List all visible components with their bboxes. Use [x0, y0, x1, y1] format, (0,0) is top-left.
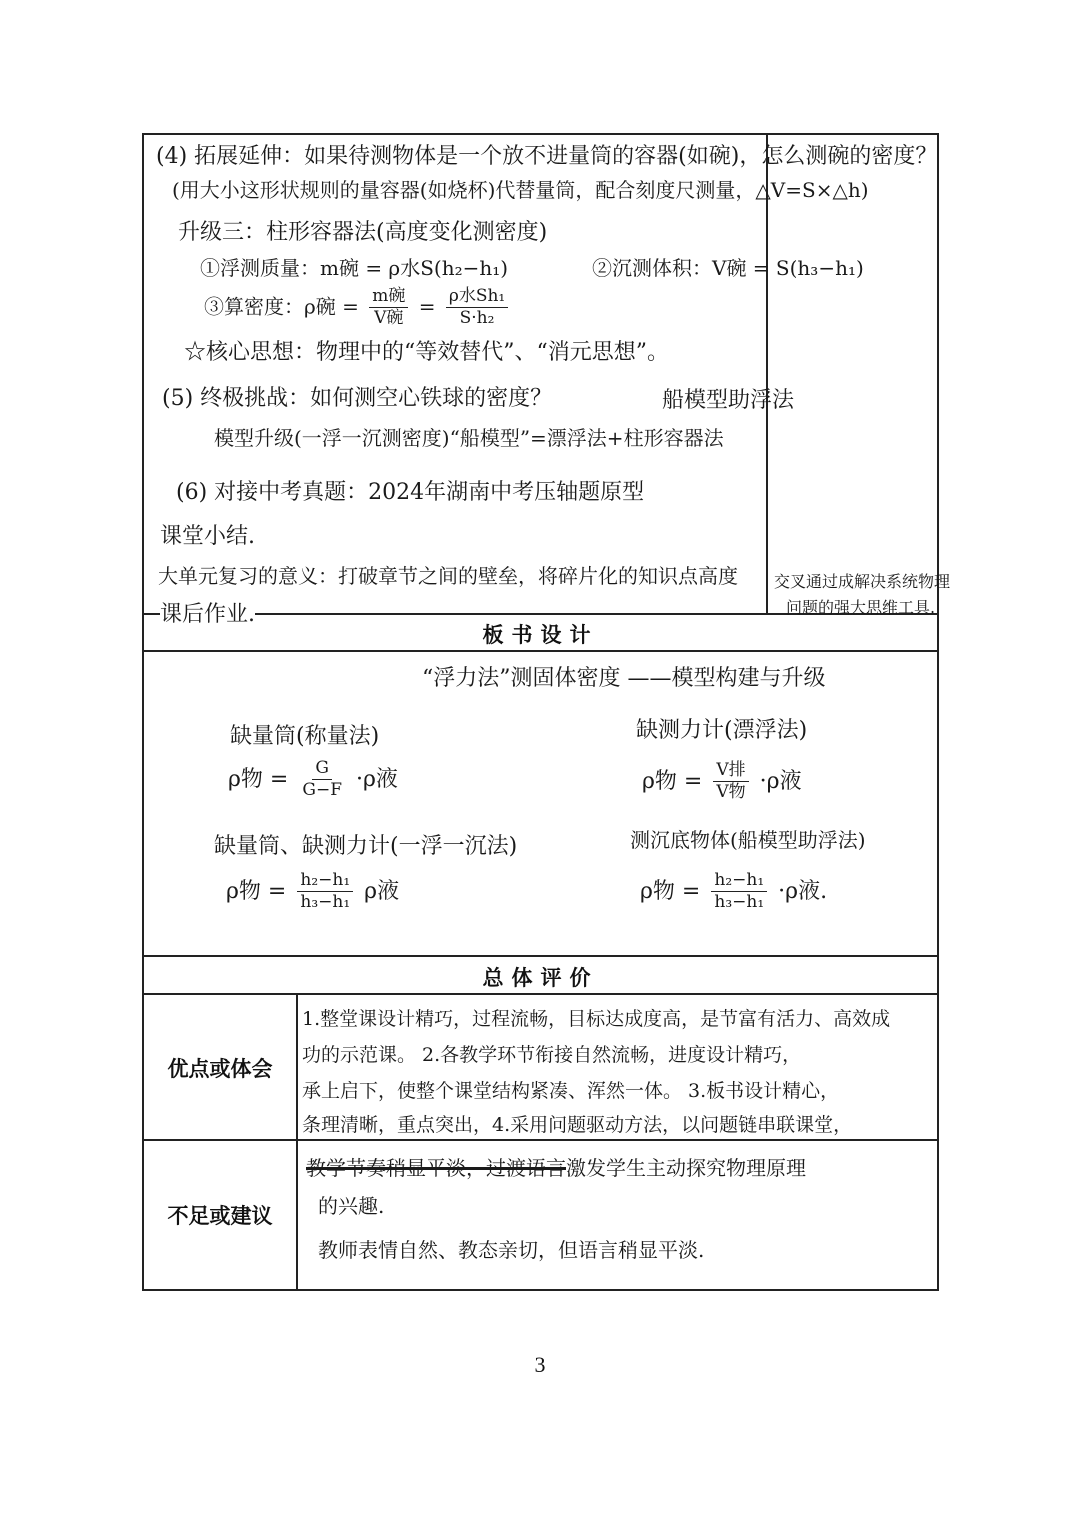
struck-text: 教学节奏稍显平淡，过渡语言 — [306, 1156, 566, 1180]
formula-lhs: ρ物 = — [226, 878, 287, 904]
divider — [144, 955, 937, 957]
fraction-numerator: h₂−h₁ — [711, 870, 767, 892]
suggestions-line-2: 的兴趣. — [318, 1194, 385, 1218]
formula-rhs: ·ρ液. — [778, 878, 828, 904]
plan-step1: ①浮测质量：m碗 = ρ水S(h₂−h₁) — [200, 256, 509, 280]
suggestions-text: 激发学生主动探究物理原理 — [566, 1156, 806, 1180]
fraction-numerator: m碗 — [369, 286, 408, 308]
divider — [144, 993, 937, 995]
suggestions-line-1 — [306, 1158, 806, 1178]
fraction-denominator: S·h₂ — [459, 308, 495, 329]
board-method-4-title: 测沉底物体(船模型助浮法) — [630, 828, 866, 852]
plan-upgrade3: 升级三：柱形容器法(高度变化测密度) — [178, 220, 548, 245]
formula-fraction — [711, 870, 767, 914]
fraction-denominator: V碗 — [374, 308, 404, 329]
plan-item6: (6) 对接中考真题：2024年湖南中考压轴题原型 — [176, 480, 645, 505]
formula-fraction — [713, 760, 748, 804]
divider — [144, 650, 937, 652]
plan-core-idea: ☆核心思想：物理中的“等效替代”、“消元思想”。 — [184, 340, 669, 365]
board-section-title: 板书设计 — [482, 623, 599, 647]
fraction-numerator: V排 — [713, 760, 748, 782]
suggestions-label: 不足或建议 — [167, 1204, 273, 1228]
fraction-denominator: h₃−h₁ — [714, 892, 765, 913]
plan-summary-title: 课堂小结. — [160, 524, 255, 549]
fraction-denominator: h₃−h₁ — [300, 892, 351, 913]
plan-item5: (5) 终极挑战：如何测空心铁球的密度？ — [162, 386, 553, 411]
plan-step3 — [204, 286, 512, 330]
suggestions-line-3: 教师表情自然、教态亲切，但语言稍显平淡. — [318, 1238, 705, 1262]
divider — [766, 135, 768, 613]
strengths-line-2: 功的示范课。 2.各教学环节衔接自然流畅，进度设计精巧， — [302, 1044, 802, 1066]
plan-item4-line2: (用大小这形状规则的量容器(如烧杯)代替量筒，配合刻度尺测量，△V=S×△h) — [172, 178, 869, 202]
board-method-2-formula — [642, 760, 802, 804]
divider — [296, 994, 298, 1289]
equals-sign: = — [418, 294, 436, 319]
fraction-numerator: ρ水Sh₁ — [446, 286, 508, 308]
board-heading: “浮力法”测固体密度 ——模型构建与升级 — [422, 666, 826, 691]
evaluation-section-title: 总体评价 — [482, 966, 599, 990]
formula-rhs: ρ液 — [364, 878, 400, 904]
formula-lhs: ρ物 = — [642, 768, 703, 794]
formula-lhs: ρ物 = — [228, 766, 289, 792]
board-method-3-title: 缺量筒、缺测力计(一浮一沉法) — [214, 834, 518, 859]
board-method-3-formula — [226, 870, 399, 914]
fraction-numerator: h₂−h₁ — [297, 870, 353, 892]
plan-side-note-2: 问题的强大思维工具. — [786, 598, 936, 617]
step3-fraction-2 — [446, 286, 508, 330]
strengths-line-3: 承上启下，使整个课堂结构紧凑、浑然一体。 3.板书设计精心， — [302, 1080, 840, 1102]
plan-homework: 课后作业. — [160, 602, 255, 627]
board-method-1-formula — [228, 758, 398, 802]
strengths-line-1: 1.整堂课设计精巧，过程流畅，目标达成度高，是节富有活力、高效成 — [302, 1008, 891, 1030]
plan-summary-line: 大单元复习的意义：打破章节之间的壁垒，将碎片化的知识点高度 — [158, 564, 738, 588]
strengths-line-4: 条理清晰，重点突出，4.采用问题驱动方法，以问题链串联课堂， — [302, 1114, 853, 1136]
plan-step2: ②沉测体积：V碗 = S(h₃−h₁) — [592, 256, 864, 280]
plan-item4-line1: (4) 拓展延伸：如果待测物体是一个放不进量筒的容器(如碗)，怎么测碗的密度？ — [156, 144, 938, 169]
formula-fraction — [297, 870, 353, 914]
board-method-4-formula — [640, 870, 827, 914]
step3-prefix: ③算密度：ρ碗 = — [204, 294, 359, 319]
formula-fraction — [299, 758, 345, 802]
fraction-denominator: G−F — [302, 780, 342, 801]
board-method-2-title: 缺测力计(漂浮法) — [636, 718, 808, 743]
board-method-1-title: 缺量筒(称量法) — [230, 724, 380, 749]
page-number: 3 — [534, 1352, 546, 1377]
strengths-label: 优点或体会 — [167, 1056, 273, 1081]
plan-item5-model: 模型升级(一浮一沉测密度)“船模型”=漂浮法+柱形容器法 — [214, 426, 724, 450]
plan-item5-side: 船模型助浮法 — [662, 388, 795, 413]
step3-fraction-1 — [369, 286, 408, 330]
formula-rhs: ·ρ液 — [759, 768, 802, 794]
formula-lhs: ρ物 = — [640, 878, 701, 904]
plan-side-note-1: 交叉通过成解决系统物理 — [774, 572, 951, 591]
formula-rhs: ·ρ液 — [356, 766, 398, 792]
fraction-numerator: G — [312, 758, 332, 780]
fraction-denominator: V物 — [716, 782, 746, 803]
